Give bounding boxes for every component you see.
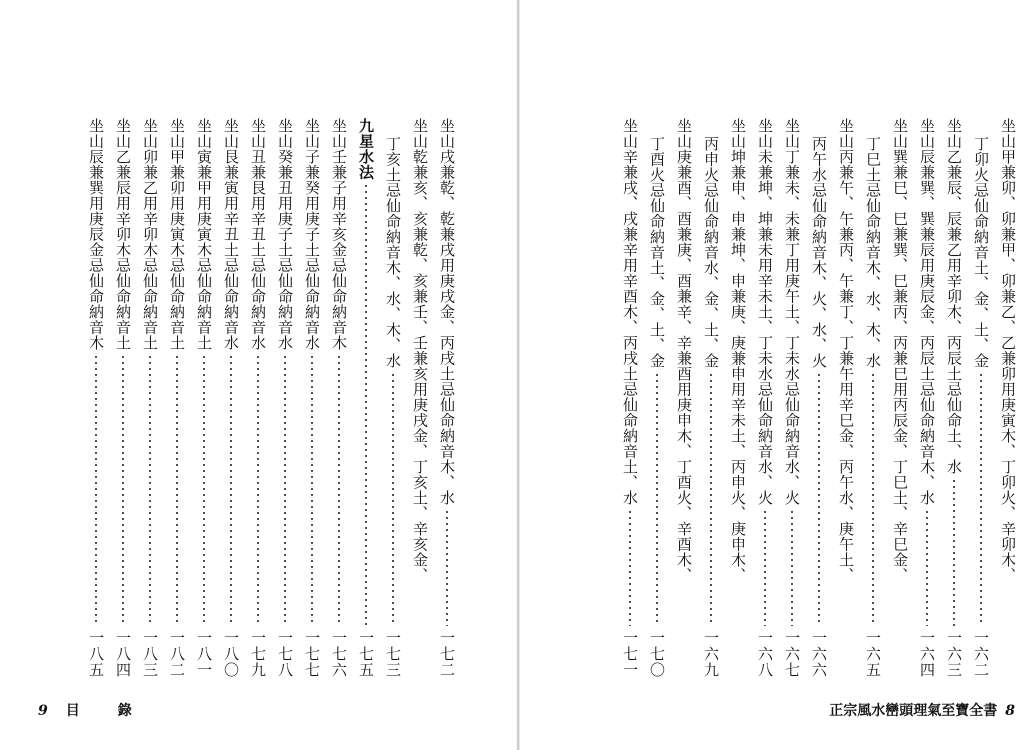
- page-number: 8: [1005, 703, 1015, 719]
- toc-entry: [298, 118, 325, 678]
- toc-entry-text: 坐山卯兼乙用辛卯木忌仙命納音土: [141, 118, 159, 351]
- leader-dots: [629, 509, 631, 627]
- leader-dots: [899, 586, 901, 674]
- toc-entry-text: 丁巳土忌仙命納音木、水、木、水: [864, 136, 882, 369]
- toc-entry: [190, 118, 217, 678]
- leader-dots: [122, 354, 124, 627]
- leader-dots: [338, 354, 340, 627]
- toc-entry-text: 坐山丑兼艮用辛丑土忌仙命納音水: [249, 118, 267, 351]
- leader-dots: [656, 372, 658, 627]
- toc-page-number: 一七六: [330, 630, 348, 678]
- toc-page-number: 一七九: [249, 630, 267, 678]
- leader-dots: [1007, 586, 1009, 674]
- toc-page-number: 一七〇: [648, 630, 666, 678]
- toc-entry: [271, 118, 298, 678]
- toc-entry-text: 坐山坤兼申、申兼坤、申兼庚、庚兼申用辛未土、丙申火、庚申木、: [729, 118, 747, 583]
- page-number: 9: [38, 703, 48, 719]
- toc-page-number: 一六七: [783, 630, 801, 678]
- toc-page-number: 一六三: [945, 630, 963, 678]
- toc-entry: [136, 118, 163, 678]
- toc-entry: [670, 118, 697, 678]
- leader-dots: [683, 586, 685, 674]
- toc-entry-text: 坐山乙兼辰用辛卯木忌仙命納音土: [114, 118, 132, 351]
- leader-dots: [257, 354, 259, 627]
- toc-page-number: 一七三: [384, 630, 402, 678]
- toc-entry: [244, 118, 271, 678]
- toc-entry-text: 九星水法: [357, 118, 375, 180]
- toc-entry-text: 坐山寅兼甲用庚寅木忌仙命納音土: [195, 118, 213, 351]
- running-footer-right: [829, 700, 1015, 720]
- toc-page-number: 一八一: [195, 630, 213, 678]
- toc-entry: [109, 118, 136, 678]
- toc-entry: [940, 118, 967, 678]
- toc-page-number: 一七七: [303, 630, 321, 678]
- toc-entry: [697, 118, 724, 678]
- toc-page-number: 一八五: [87, 630, 105, 678]
- leader-dots: [818, 372, 820, 627]
- leader-dots: [149, 354, 151, 627]
- toc-entry-text: 丙申火忌仙命納音水、金、土、金: [702, 136, 720, 369]
- toc-entry-text: 丁酉火忌仙命納音土、金、土、金: [648, 136, 666, 369]
- leader-dots: [365, 183, 367, 626]
- toc-entry: [778, 118, 805, 678]
- toc-columns-right: [590, 118, 1021, 678]
- leader-dots: [926, 509, 928, 627]
- toc-entry: [913, 118, 940, 678]
- toc-entry-text: 坐山未兼坤、坤兼未用辛未土、丁未水忌仙命納音水、火: [756, 118, 774, 506]
- toc-page-number: 一六九: [702, 630, 720, 678]
- toc-page-number: 一六八: [756, 630, 774, 678]
- toc-page-number: 一八二: [168, 630, 186, 678]
- leader-dots: [392, 372, 394, 627]
- toc-entry: [217, 118, 244, 678]
- toc-entry-text: 坐山甲兼卯、卯兼甲、卯兼乙、乙兼卯用庚寅木、丁卯火、辛卯木、: [999, 118, 1017, 583]
- leader-dots: [710, 372, 712, 627]
- toc-entry: [805, 118, 832, 678]
- leader-dots: [764, 509, 766, 627]
- toc-entry-text: 坐山癸兼丑用庚子土忌仙命納音水: [276, 118, 294, 351]
- toc-entry: [751, 118, 778, 678]
- toc-entry: [832, 118, 859, 678]
- toc-entry-text: 坐山子兼癸用庚子土忌仙命納音水: [303, 118, 321, 351]
- section-label-lu: 錄: [117, 703, 132, 719]
- leader-dots: [845, 586, 847, 674]
- toc-entry: [886, 118, 913, 678]
- toc-entry-text: 坐山丙兼午、午兼丙、午兼丁、丁兼午用辛巳金、丙午水、庚午土、: [837, 118, 855, 583]
- toc-entry-text: 丁亥土忌仙命納音木、水、木、水: [384, 136, 402, 369]
- leader-dots: [446, 509, 448, 627]
- toc-entry-text: 坐山庚兼酉、酉兼庚、酉兼辛、辛兼酉用庚申木、丁酉火、辛酉木、: [675, 118, 693, 583]
- toc-entry-text: 坐山辰兼巽用庚辰金忌仙命納音木: [87, 118, 105, 351]
- toc-entry: [967, 118, 994, 678]
- toc-entry: [724, 118, 751, 678]
- leader-dots: [953, 478, 955, 627]
- toc-page-number: 一七一: [621, 630, 639, 678]
- toc-page-number: 一八三: [141, 630, 159, 678]
- leader-dots: [737, 586, 739, 674]
- leader-dots: [284, 354, 286, 627]
- toc-page-number: 一七二: [438, 630, 456, 678]
- toc-columns-left: [30, 118, 460, 678]
- toc-entry: [379, 118, 406, 678]
- toc-entry: [859, 118, 886, 678]
- toc-page-number: 一八〇: [222, 630, 240, 678]
- toc-entry: [325, 118, 352, 678]
- toc-entry-text: 坐山乾兼亥、亥兼乾、亥兼壬、壬兼亥用庚戌金、丁亥土、辛亥金、: [411, 118, 429, 583]
- toc-entry-text: 丁卯火忌仙命納音土、金、土、金: [972, 136, 990, 369]
- toc-entry-text: 坐山戌兼乾、乾兼戌用庚戌金、丙戌土忌仙命納音木、水: [438, 118, 456, 506]
- leader-dots: [872, 372, 874, 627]
- leader-dots: [791, 509, 793, 627]
- toc-entry-text: 坐山艮兼寅用辛丑土忌仙命納音水: [222, 118, 240, 351]
- toc-entry-text: 坐山辛兼戌、戌兼辛用辛酉木、丙戌土忌仙命納音土、水: [621, 118, 639, 506]
- toc-entry: [163, 118, 190, 678]
- toc-entry: [82, 118, 109, 678]
- leader-dots: [419, 586, 421, 674]
- toc-page-number: 一六四: [918, 630, 936, 678]
- toc-entry: [433, 118, 460, 678]
- toc-entry-text: 坐山辰兼巽、巽兼辰用庚辰金、丙辰土忌仙命納音木、水: [918, 118, 936, 506]
- toc-entry: [994, 118, 1021, 678]
- right-page: [518, 0, 1033, 750]
- toc-entry-text: 坐山甲兼卯用庚寅木忌仙命納音土: [168, 118, 186, 351]
- toc-entry-text: 坐山丁兼未、未兼丁用庚午土、丁未水忌仙命納音水、火: [783, 118, 801, 506]
- leader-dots: [203, 354, 205, 627]
- toc-entry: [406, 118, 433, 678]
- toc-page-number: 一六五: [864, 630, 882, 678]
- leader-dots: [176, 354, 178, 627]
- leader-dots: [980, 372, 982, 627]
- toc-entry: [616, 118, 643, 678]
- book-title: 正宗風水巒頭理氣至寶全書: [829, 703, 998, 719]
- toc-page-number: 一七五: [357, 630, 375, 678]
- leader-dots: [95, 354, 97, 627]
- toc-page-number: 一六二: [972, 630, 990, 678]
- toc-entry-text: 坐山乙兼辰、辰兼乙用辛卯木、丙辰土忌仙命土、水: [945, 118, 963, 475]
- toc-entry-text: 坐山巽兼巳、巳兼巽、巳兼丙、丙兼巳用丙辰金、丁巳土、辛巳金、: [891, 118, 909, 583]
- toc-entry: [643, 118, 670, 678]
- toc-entry-text: 丙午水忌仙命納音木、火、水、火: [810, 136, 828, 369]
- toc-page-number: 一七八: [276, 630, 294, 678]
- toc-page-number: 一六六: [810, 630, 828, 678]
- section-label-mu: 目: [65, 703, 80, 719]
- toc-entry-text: 坐山壬兼子用辛亥金忌仙命納音木: [330, 118, 348, 351]
- running-footer-left: [38, 700, 132, 720]
- leader-dots: [230, 354, 232, 627]
- toc-heading: [352, 118, 379, 678]
- toc-page-number: 一八四: [114, 630, 132, 678]
- leader-dots: [311, 354, 313, 627]
